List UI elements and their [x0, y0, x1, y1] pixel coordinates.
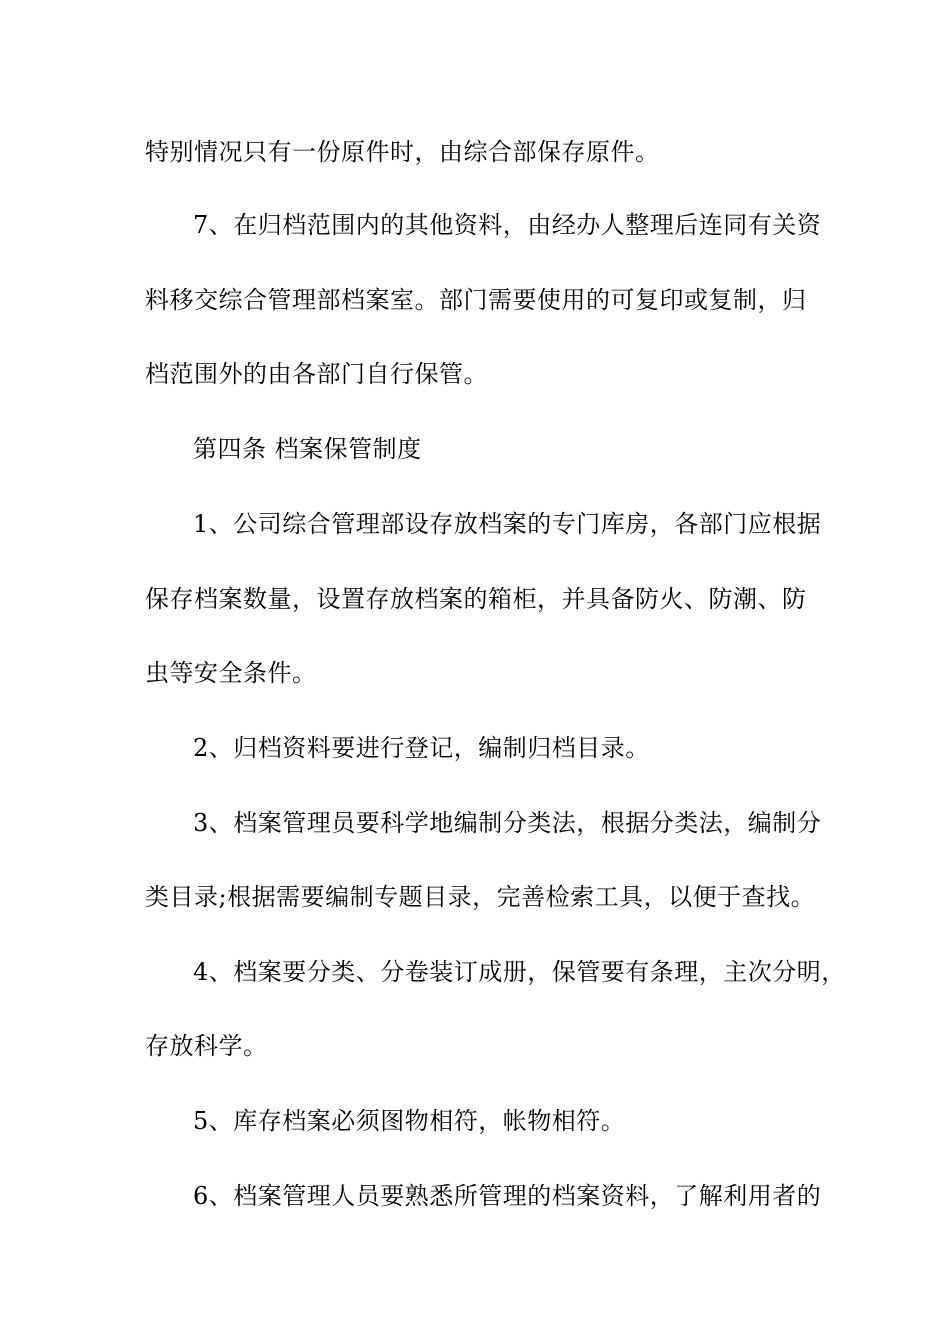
paragraph-line: 7、在归档范围内的其他资料，由经办人整理后连同有关资: [193, 211, 822, 239]
paragraph-line: 2、归档资料要进行登记，编制归档目录。: [193, 734, 650, 762]
paragraph-line: 虫等安全条件。: [145, 659, 317, 687]
paragraph-line: 5、库存档案必须图物相符，帐物相符。: [193, 1107, 626, 1135]
paragraph-line: 1、公司综合管理部设存放档案的专门库房，各部门应根据: [193, 510, 822, 538]
paragraph-line: 6、档案管理人员要熟悉所管理的档案资料，了解利用者的: [193, 1182, 822, 1210]
paragraph-line: 保存档案数量，设置存放档案的箱柜，并具备防火、防潮、防: [145, 585, 807, 613]
paragraph-line: 档范围外的由各部门自行保管。: [145, 360, 488, 388]
paragraph-line: 4、档案要分类、分卷装订成册，保管要有条理，主次分明，: [193, 958, 846, 986]
paragraph-line: 类目录;根据需要编制专题目录，完善检索工具，以便于查找。: [145, 883, 816, 911]
paragraph-line: 特别情况只有一份原件时，由综合部保存原件。: [145, 138, 660, 166]
paragraph-line: 料移交综合管理部档案室。部门需要使用的可复印或复制，归: [145, 286, 807, 314]
section-heading: 第四条 档案保管制度: [193, 435, 422, 463]
paragraph-line: 存放科学。: [145, 1032, 268, 1060]
paragraph-line: 3、档案管理员要科学地编制分类法，根据分类法，编制分: [193, 809, 822, 837]
